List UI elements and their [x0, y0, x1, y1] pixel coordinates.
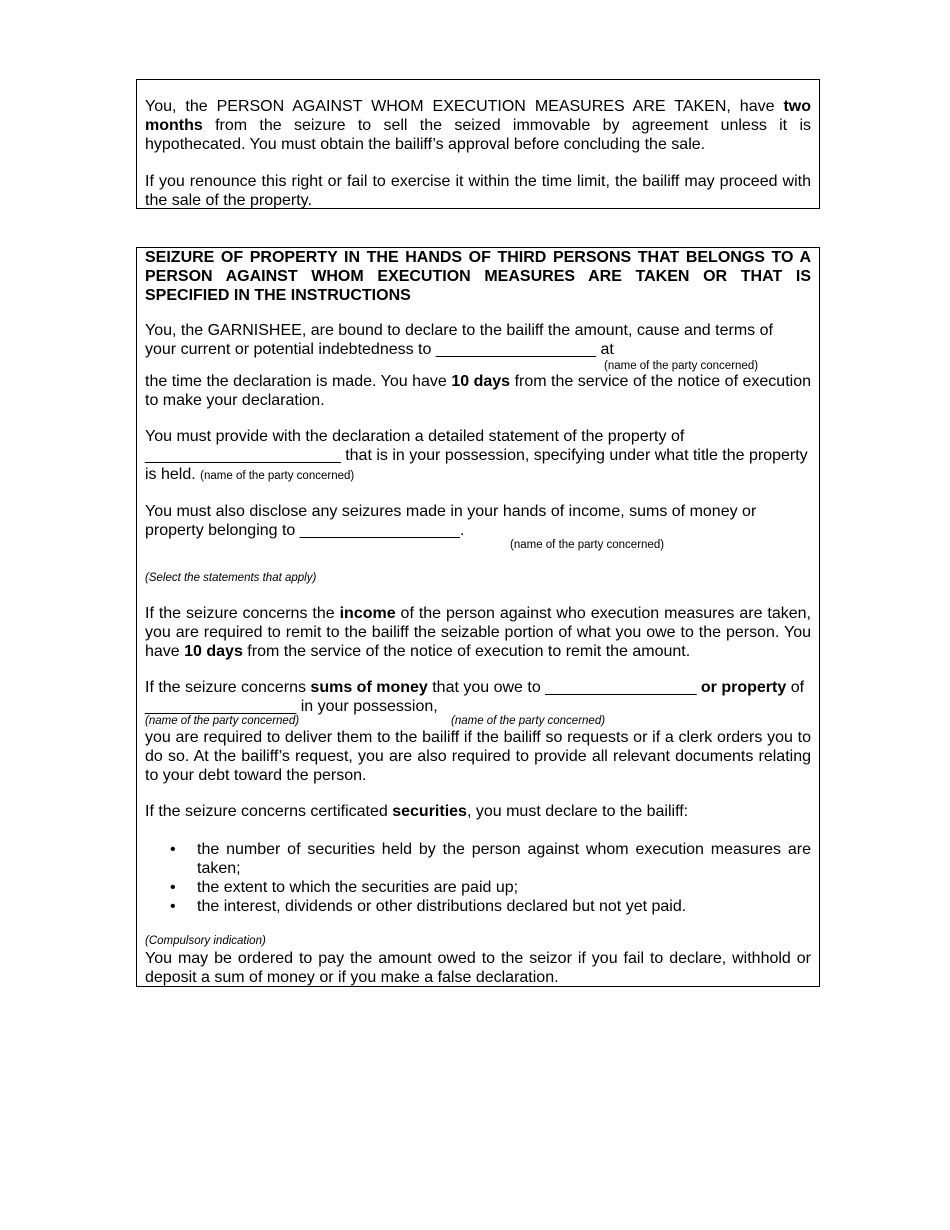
disclose-line-2: property belonging to __________________.: [145, 522, 465, 539]
declare-line-2: your current or potential indebtedness to __________________ at: [145, 341, 614, 358]
income-paragraph: If the seizure concerns the income of the person against who execution measures are taken, you are required to remit to the bailiff the seizable portion of what you owe to the person. You have 10 days from the service of the notice of execution to remit the amount.: [145, 605, 811, 660]
list-item: • the interest, dividends or other distributions declared but not yet paid.: [170, 898, 687, 915]
money-line-1: If the seizure concerns sums of money that you owe to _________________ or property of: [145, 679, 805, 696]
sale-by-agreement-box: [136, 79, 820, 209]
bullet-icon: •: [170, 879, 176, 896]
bullet-icon: •: [170, 841, 176, 858]
renounce-paragraph: If you renounce this right or fail to exercise it within the time limit, the bailiff may proceed with the sale of the property.: [145, 173, 811, 209]
list-item: • the extent to which the securities are paid up;: [170, 879, 519, 896]
sale-by-agreement-paragraph: You, the PERSON AGAINST WHOM EXECUTION MEASURES ARE TAKEN, have two months from the seizure to sell the seized immovable by agreement unless it is hypothecated. You must obtain the bailiff’s approval before concluding the sale.: [145, 98, 811, 153]
select-statements-note: (Select the statements that apply): [145, 572, 317, 584]
declare-line-1: You, the GARNISHEE, are bound to declare to the bailiff the amount, cause and terms of: [145, 322, 773, 339]
statement-line-2: ______________________ that is in your possession, specifying under what title the property: [145, 447, 808, 464]
section-heading: SEIZURE OF PROPERTY IN THE HANDS OF THIRD PERSONS THAT BELONGS TO A PERSON AGAINST WHOM EXECUTION MEASURES ARE TAKEN OR THAT IS SPECIFIED IN THE INSTRUCTIONS: [145, 249, 811, 304]
declare-party-label: (name of the party concerned): [604, 360, 759, 372]
two-months-emphasis: two months: [145, 98, 811, 134]
money-party-label-1: (name of the party concerned): [145, 715, 300, 727]
disclose-party-label: (name of the party concerned): [510, 539, 665, 551]
statement-line-1: You must provide with the declaration a detailed statement of the property of: [145, 428, 685, 445]
securities-list: [145, 840, 811, 916]
list-item: • the number of securities held by the person against whom execution measures are taken;: [170, 841, 811, 877]
money-party-label-2: (name of the party concerned): [451, 715, 606, 727]
declare-line-3: the time the declaration is made. You have 10 days from the service of the notice of execution to make your declaration.: [145, 373, 812, 409]
disclose-line-1: You must also disclose any seizures made in your hands of income, sums of money or: [145, 503, 757, 520]
garnishee-box: [136, 247, 820, 987]
statement-party-label: (name of the party concerned): [200, 470, 355, 482]
compulsory-indication-note: (Compulsory indication): [145, 935, 266, 947]
bullet-icon: •: [170, 898, 176, 915]
securities-intro: If the seizure concerns certificated securities, you must declare to the bailiff:: [145, 803, 689, 820]
money-rest-paragraph: you are required to deliver them to the bailiff if the bailiff so requests or if a clerk orders you to do so. At the bailiff’s request, you are also required to provide all relevant documents relating to your debt toward the person.: [145, 729, 811, 784]
money-line-2: _________________ in your possession,: [145, 698, 438, 715]
statement-line-3: is held. (name of the party concerned): [145, 466, 355, 483]
final-warning-paragraph: You may be ordered to pay the amount owed to the seizor if you fail to declare, withhold or deposit a sum of money or if you make a false declaration.: [145, 950, 811, 986]
